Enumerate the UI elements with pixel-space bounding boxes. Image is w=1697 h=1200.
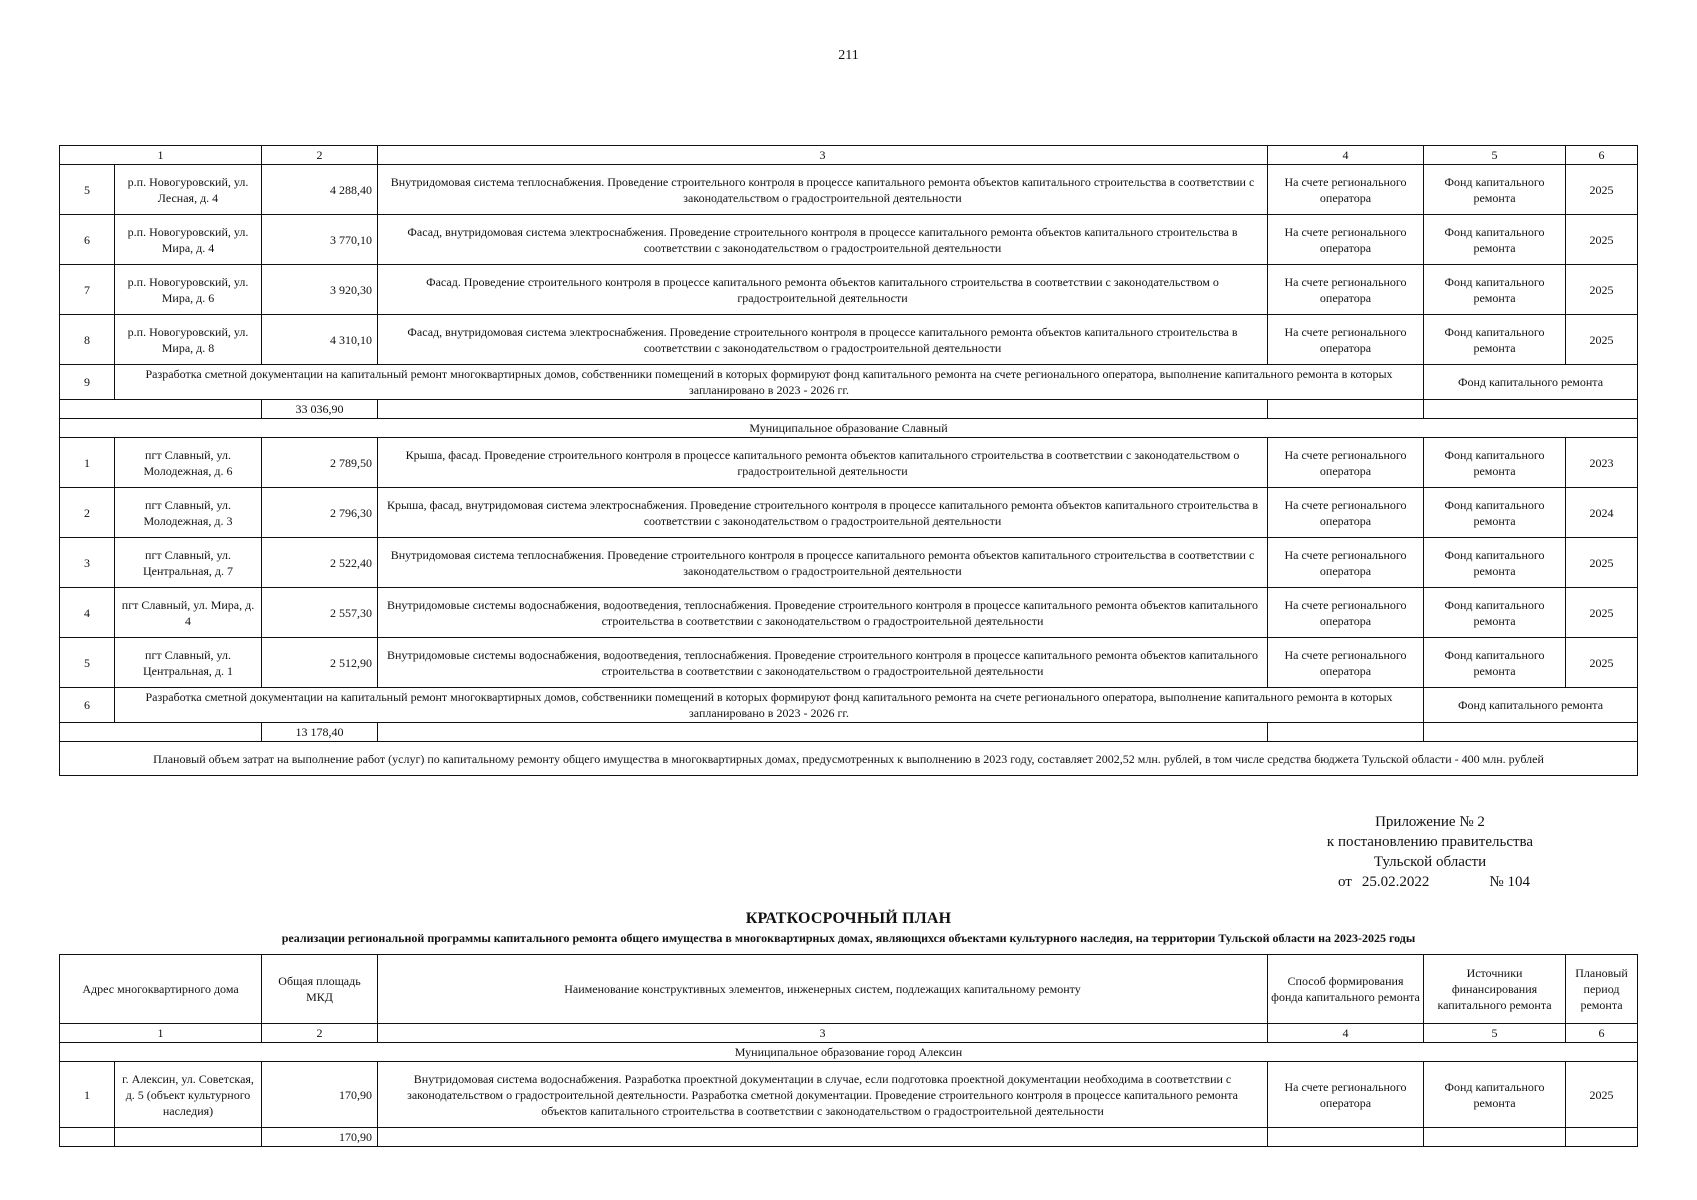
total-empty — [60, 400, 262, 419]
year-cell: 2025 — [1566, 638, 1638, 688]
table-row — [60, 265, 1638, 315]
source-cell: Фонд капитального ремонта — [1424, 365, 1638, 400]
year-cell: 2024 — [1566, 488, 1638, 538]
source-cell: Фонд капитального ремонта — [1424, 588, 1566, 638]
column-number: 2 — [262, 1024, 378, 1043]
total-area: 170,90 — [262, 1128, 378, 1147]
method-cell: На счете регионального оператора — [1268, 588, 1424, 638]
table-row — [60, 488, 1638, 538]
work-cell: Крыша, фасад, внутридомовая система электроснабжения. Проведение строительного контроля в процессе капитального ремонта объектов капитального строительства в соответствии с законодательством о градостроительной деятельности — [378, 488, 1268, 538]
area-cell: 2 522,40 — [262, 538, 378, 588]
source-cell: Фонд капитального ремонта — [1424, 315, 1566, 365]
total-area: 13 178,40 — [262, 723, 378, 742]
column-number: 1 — [60, 1024, 262, 1043]
table-row — [60, 165, 1638, 215]
row-number: 6 — [60, 688, 115, 723]
total-empty — [1424, 1128, 1566, 1147]
address-cell: пгт Славный, ул. Центральная, д. 7 — [115, 538, 262, 588]
method-cell: На счете регионального оператора — [1268, 488, 1424, 538]
year-cell: 2025 — [1566, 538, 1638, 588]
total-empty — [1268, 1128, 1424, 1147]
year-cell: 2023 — [1566, 438, 1638, 488]
column-number: 6 — [1566, 146, 1638, 165]
work-cell: Внутридомовая система теплоснабжения. Проведение строительного контроля в процессе капитального ремонта объектов капитального строительства в соответствии с законодательством о градостроительной деятельности — [378, 165, 1268, 215]
spacer — [1439, 872, 1479, 892]
column-number: 3 — [378, 146, 1268, 165]
method-cell: На счете регионального оператора — [1268, 165, 1424, 215]
column-number: 1 — [60, 146, 262, 165]
area-cell: 170,90 — [262, 1062, 378, 1128]
estimate-description: Разработка сметной документации на капитальный ремонт многоквартирных домов, собственники помещений в которых формируют фонд капитального ремонта на счете регионального оператора, выполнение капитального ремонта в которых запланировано в 2023 - 2026 гг. — [115, 365, 1424, 400]
repair-plan-table-continued — [59, 145, 1638, 776]
total-empty — [1268, 723, 1424, 742]
municipality-row — [60, 419, 1638, 438]
appendix-block — [1320, 812, 1540, 892]
column-number: 4 — [1268, 1024, 1424, 1043]
method-cell: На счете регионального оператора — [1268, 438, 1424, 488]
appendix-date: 25.02.2022 — [1361, 874, 1430, 890]
column-number: 5 — [1424, 146, 1566, 165]
area-cell: 4 288,40 — [262, 165, 378, 215]
appendix-number: № 104 — [1489, 874, 1530, 890]
method-cell: На счете регионального оператора — [1268, 265, 1424, 315]
cultural-heritage-plan-table — [59, 954, 1638, 1147]
appendix-date-line — [1320, 872, 1540, 892]
method-cell: На счете регионального оператора — [1268, 1062, 1424, 1128]
row-number: 4 — [60, 588, 115, 638]
total-empty — [1268, 400, 1424, 419]
row-number: 3 — [60, 538, 115, 588]
plan-title: КРАТКОСРОЧНЫЙ ПЛАН — [745, 910, 952, 927]
address-cell: р.п. Новогуровский, ул. Мира, д. 4 — [115, 215, 262, 265]
page-number: 211 — [838, 48, 859, 63]
appendix-line: Приложение № 2 — [1375, 814, 1485, 830]
address-cell: пгт Славный, ул. Мира, д. 4 — [115, 588, 262, 638]
estimate-row — [60, 688, 1638, 723]
row-number: 1 — [60, 1062, 115, 1128]
work-cell: Фасад, внутридомовая система электроснабжения. Проведение строительного контроля в процессе капитального ремонта объектов капитального строительства в соответствии с законодательством о градостроительной деятельности — [378, 215, 1268, 265]
column-number: 3 — [378, 1024, 1268, 1043]
total-empty — [60, 1128, 115, 1147]
total-row — [60, 1128, 1638, 1147]
estimate-row — [60, 365, 1638, 400]
year-cell: 2025 — [1566, 315, 1638, 365]
area-cell: 2 512,90 — [262, 638, 378, 688]
work-cell: Внутридомовые системы водоснабжения, водоотведения, теплоснабжения. Проведение строительного контроля в процессе капитального ремонта объектов капитального строительства в соответствии с законодательством о градостроительной деятельности — [378, 638, 1268, 688]
header-row — [60, 955, 1638, 1024]
work-cell: Крыша, фасад. Проведение строительного контроля в процессе капитального ремонта объектов капитального строительства в соответствии с законодательством о градостроительной деятельности — [378, 438, 1268, 488]
header-year: Плановый период ремонта — [1566, 955, 1638, 1024]
row-number: 2 — [60, 488, 115, 538]
address-cell: р.п. Новогуровский, ул. Лесная, д. 4 — [115, 165, 262, 215]
method-cell: На счете регионального оператора — [1268, 538, 1424, 588]
total-empty — [1424, 400, 1638, 419]
area-cell: 2 557,30 — [262, 588, 378, 638]
row-number: 8 — [60, 315, 115, 365]
appendix-line: Тульской области — [1373, 854, 1487, 870]
total-row — [60, 400, 1638, 419]
total-empty — [60, 723, 262, 742]
municipality-row — [60, 1043, 1638, 1062]
source-cell: Фонд капитального ремонта — [1424, 1062, 1566, 1128]
source-cell: Фонд капитального ремонта — [1424, 265, 1566, 315]
total-empty — [1424, 723, 1638, 742]
footer-note-row — [60, 742, 1638, 776]
footer-note: Плановый объем затрат на выполнение работ (услуг) по капитальному ремонту общего имущества в многоквартирных домах, предусмотренных к выполнению в 2023 году, составляет 2002,52 млн. рублей, в том числе средства бюджета Тульской области - 400 млн. рублей — [60, 742, 1638, 776]
column-number: 4 — [1268, 146, 1424, 165]
total-empty — [115, 1128, 262, 1147]
work-cell: Фасад. Проведение строительного контроля в процессе капитального ремонта объектов капитального строительства в соответствии с законодательством о градостроительной деятельности — [378, 265, 1268, 315]
work-cell: Внутридомовая система водоснабжения. Разработка проектной документации в случае, если подготовка проектной документации необходима в соответствии с законодательством о градостроительной деятельности. Разработка сметной документации. Проведение строительного контроля в процессе капитального ремонта объектов капитального строительства в соответствии с законодательством о градостроительной деятельности — [378, 1062, 1268, 1128]
year-cell: 2025 — [1566, 588, 1638, 638]
year-cell: 2025 — [1566, 165, 1638, 215]
table-row — [60, 315, 1638, 365]
column-number: 5 — [1424, 1024, 1566, 1043]
column-number: 2 — [262, 146, 378, 165]
source-cell: Фонд капитального ремонта — [1424, 488, 1566, 538]
address-cell: р.п. Новогуровский, ул. Мира, д. 6 — [115, 265, 262, 315]
area-cell: 2 796,30 — [262, 488, 378, 538]
table-row — [60, 438, 1638, 488]
header-address: Адрес многоквартирного дома — [60, 955, 262, 1024]
table-row — [60, 1062, 1638, 1128]
total-empty — [378, 723, 1268, 742]
header-method: Способ формирования фонда капитального ремонта — [1268, 955, 1424, 1024]
work-cell: Внутридомовые системы водоснабжения, водоотведения, теплоснабжения. Проведение строительного контроля в процессе капитального ремонта объектов капитального строительства в соответствии с законодательством о градостроительной деятельности — [378, 588, 1268, 638]
municipality-heading: Муниципальное образование Славный — [60, 419, 1638, 438]
header-area: Общая площадь МКД — [262, 955, 378, 1024]
area-cell: 3 770,10 — [262, 215, 378, 265]
total-empty — [378, 1128, 1268, 1147]
source-cell: Фонд капитального ремонта — [1424, 165, 1566, 215]
year-cell: 2025 — [1566, 265, 1638, 315]
appendix-from-label: от — [1338, 874, 1352, 890]
work-cell: Внутридомовая система теплоснабжения. Проведение строительного контроля в процессе капитального ремонта объектов капитального строительства в соответствии с законодательством о градостроительной деятельности — [378, 538, 1268, 588]
row-number: 5 — [60, 165, 115, 215]
total-empty — [1566, 1128, 1638, 1147]
address-cell: пгт Славный, ул. Молодежная, д. 3 — [115, 488, 262, 538]
address-cell: пгт Славный, ул. Молодежная, д. 6 — [115, 438, 262, 488]
source-cell: Фонд капитального ремонта — [1424, 688, 1638, 723]
source-cell: Фонд капитального ремонта — [1424, 538, 1566, 588]
year-cell: 2025 — [1566, 215, 1638, 265]
plan-subtitle: реализации региональной программы капитального ремонта общего имущества в многоквартирных домах, являющихся объектами культурного наследия, на территории Тульской области на 2023-2025 годы — [281, 931, 1416, 945]
table-row — [60, 538, 1638, 588]
total-row — [60, 723, 1638, 742]
work-cell: Фасад, внутридомовая система электроснабжения. Проведение строительного контроля в процессе капитального ремонта объектов капитального строительства в соответствии с законодательством о градостроительной деятельности — [378, 315, 1268, 365]
source-cell: Фонд капитального ремонта — [1424, 215, 1566, 265]
table-row — [60, 588, 1638, 638]
row-number: 6 — [60, 215, 115, 265]
appendix-line: к постановлению правительства — [1326, 834, 1534, 850]
table-row — [60, 638, 1638, 688]
row-number: 5 — [60, 638, 115, 688]
area-cell: 3 920,30 — [262, 265, 378, 315]
address-cell: г. Алексин, ул. Советская, д. 5 (объект культурного наследия) — [115, 1062, 262, 1128]
column-number: 6 — [1566, 1024, 1638, 1043]
municipality-heading: Муниципальное образование город Алексин — [60, 1043, 1638, 1062]
method-cell: На счете регионального оператора — [1268, 315, 1424, 365]
source-cell: Фонд капитального ремонта — [1424, 638, 1566, 688]
row-number: 7 — [60, 265, 115, 315]
column-number-row — [60, 1024, 1638, 1043]
address-cell: пгт Славный, ул. Центральная, д. 1 — [115, 638, 262, 688]
method-cell: На счете регионального оператора — [1268, 638, 1424, 688]
address-cell: р.п. Новогуровский, ул. Мира, д. 8 — [115, 315, 262, 365]
estimate-description: Разработка сметной документации на капитальный ремонт многоквартирных домов, собственники помещений в которых формируют фонд капитального ремонта на счете регионального оператора, выполнение капитального ремонта в которых запланировано в 2023 - 2026 гг. — [115, 688, 1424, 723]
row-number: 9 — [60, 365, 115, 400]
header-source: Источники финансирования капитального ремонта — [1424, 955, 1566, 1024]
row-number: 1 — [60, 438, 115, 488]
year-cell: 2025 — [1566, 1062, 1638, 1128]
column-number-row — [60, 146, 1638, 165]
area-cell: 4 310,10 — [262, 315, 378, 365]
source-cell: Фонд капитального ремонта — [1424, 438, 1566, 488]
total-area: 33 036,90 — [262, 400, 378, 419]
table-row — [60, 215, 1638, 265]
total-empty — [378, 400, 1268, 419]
header-work: Наименование конструктивных элементов, инженерных систем, подлежащих капитальному ремонту — [378, 955, 1268, 1024]
method-cell: На счете регионального оператора — [1268, 215, 1424, 265]
area-cell: 2 789,50 — [262, 438, 378, 488]
